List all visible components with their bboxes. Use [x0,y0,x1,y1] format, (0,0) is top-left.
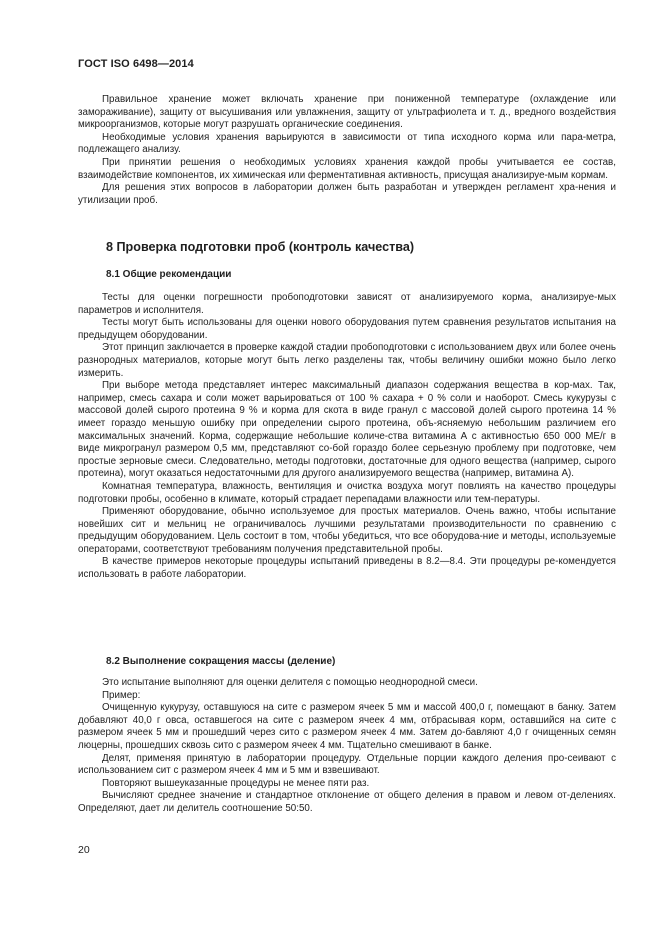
paragraph: Комнатная температура, влажность, вентиляция и очистка воздуха могут повлиять на качество процедуры подготовки пробы, особенно в климате, который страдает перепадами влажности или тем-пературы. [78,480,616,505]
section-8-2-text [78,677,616,816]
paragraph: Повторяют вышеуказанные процедуры не менее пяти раз. [102,777,370,789]
section-8-1-text [78,292,616,582]
paragraph: Правильное хранение может включать хранение при пониженной температуре (охлаждение или замораживание), защиту от высушивания или увлажнения, защиту от ультрафиолета и т. д., вредного воздействия микроорганизмов, которые могут разрушать органические соединения. [78,94,616,131]
paragraph: Применяют оборудование, обычно используемое для простых материалов. Очень важно, чтобы испытание новейших сит и мельниц не ограничивалось лучшими результатами производительности по сравнению с предыдущим оборудованием. Цель состоит в том, чтобы убедиться, что все оборудова-ние и методы, используемые операторами, соответствуют требованиям получения представительной пробы. [78,506,616,555]
paragraph: Очищенную кукурузу, оставшуюся на сите с размером ячеек 5 мм и массой 400,0 г, помещают в банку. Затем добавляют 40,0 г овса, оставшегося на сите с размером ячеек 4 мм, отбрасывая корм, оставшийся на сите с размером ячеек 5 мм и прошедший через сито с размером ячеек 4 мм. Затем до-бавляют 4,0 г очищенных семян люцерны, прошедших сквозь сито с размером ячеек 4 мм. Тщательно смешивают в банке. [78,702,616,751]
paragraph: Делят, применяя принятую в лаборатории процедуру. Отдельные порции каждого деления про-сеивают с использованием сит с размером ячеек 4 мм и 5 мм и взвешивают. [78,752,616,777]
page-number: 20 [78,844,90,856]
paragraph: Необходимые условия хранения варьируются в зависимости от типа исходного корма или пара-метра, подлежащего анализу. [78,131,616,156]
paragraph: Тесты для оценки погрешности пробоподготовки зависят от анализируемого корма, анализируе-мых параметров и исполнителя. [78,292,616,316]
paragraph: Пример: [102,689,141,701]
paragraph: В качестве примеров некоторые процедуры испытаний приведены в 8.2—8.4. Эти процедуры ре-комендуется использовать в работе лаборатории. [78,556,616,581]
paragraph: Тесты могут быть использованы для оценки нового оборудования путем сравнения результатов испытания на предыдущем оборудовании. [78,317,616,341]
section-heading: 8 Проверка подготовки проб (контроль качества) [106,240,415,254]
subsection-heading: 8.2 Выполнение сокращения массы (деление) [106,656,336,667]
paragraph: Для решения этих вопросов в лаборатории должен быть разработан и утвержден регламент хра-нения и утилизации проб. [78,182,616,206]
paragraph: При принятии решения о необходимых условиях хранения каждой пробы учитывается ее состав, взаимодействие компонентов, их химическая или ферментативная активность, присущая анализируе-мым кормам. [78,156,616,181]
intro-text [78,94,616,207]
paragraph: При выборе метода представляет интерес максимальный диапазон содержания вещества в кор-мах. Так, например, смесь сахара и соли может варьироваться от 100 % сахара + 0 % соли и наоборот. Смесь кукурузы с массовой долей сырого протеина 9 % и корма для скота в виде гранул с массовой долей сырого протеина 14 % имеет гораздо меньшую ошибку при определении сырого протеина, объ-ясняемую небольшим различием его максимальных значений. Корма, содержащие небольшие количе-ства витамина А с активностью 650 000 МЕ/г в виде микрогранул размером 0,5 мм, представляют со-бой гораздо более серьезную проблему при подготовке, чем простые зерновые смеси. Следовательно, методы подготовки, достаточные для одного вещества (например, сырого протеина), могут оказаться недостаточными для другого анализируемого вещества (например, витамина А). [78,380,616,480]
subsection-heading: 8.1 Общие рекомендации [106,269,232,280]
paragraph: Вычисляют среднее значение и стандартное отклонение от общего деления в правом и левом от-делениях. Определяют, дает ли делитель соотношение 50:50. [78,790,616,814]
document-header: ГОСТ ISO 6498—2014 [78,58,194,70]
paragraph: Это испытание выполняют для оценки делителя с помощью неоднородной смеси. [102,677,478,688]
paragraph: Этот принцип заключается в проверке каждой стадии пробоподготовки с использованием двух или более очень разнородных материалов, которые могут быть легко разделены так, чтобы величину ошибки можно было легко измерить. [78,342,616,379]
